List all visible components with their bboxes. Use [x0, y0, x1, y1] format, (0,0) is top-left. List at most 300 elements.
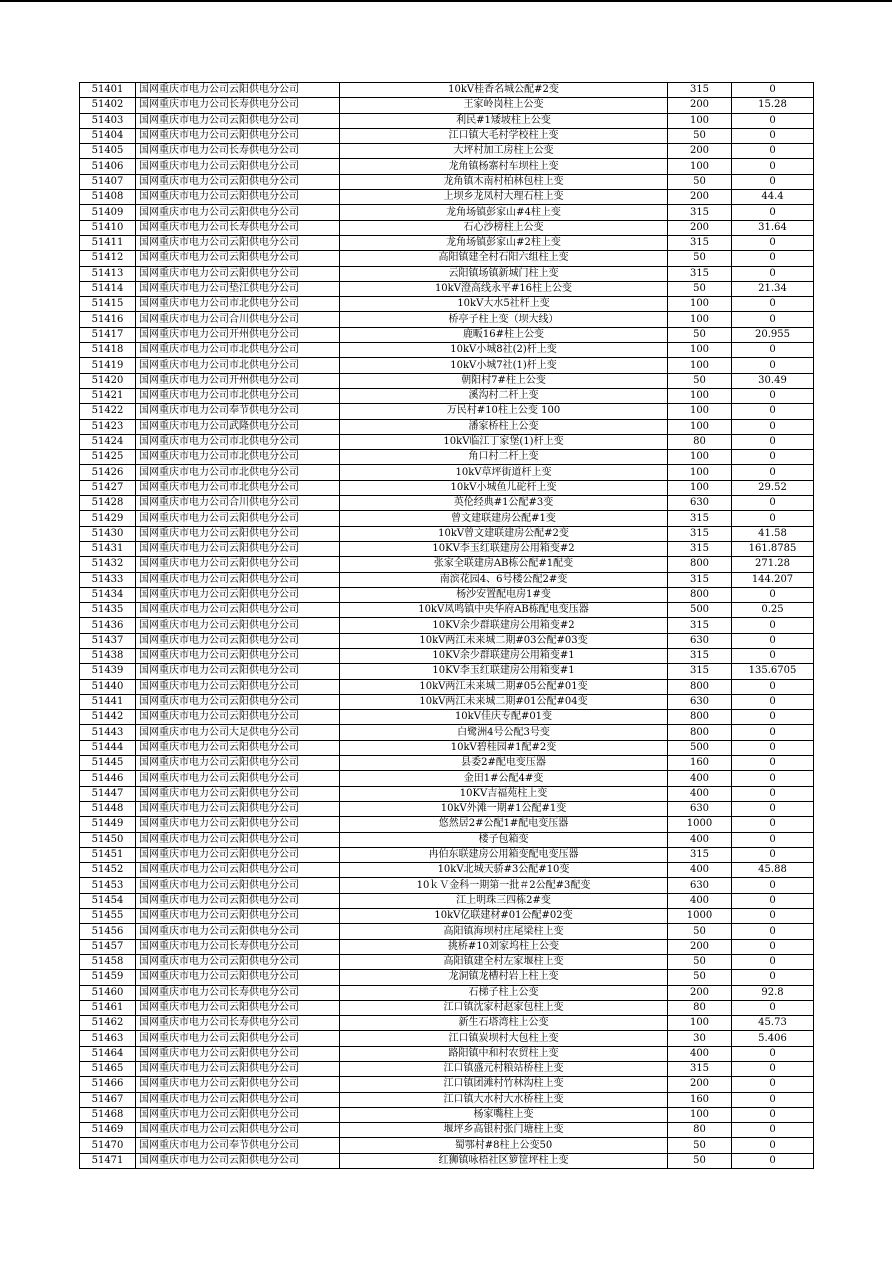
- row-id-cell: 51418: [80, 343, 136, 358]
- table-row: [80, 679, 814, 694]
- value-cell: 0: [732, 1153, 814, 1168]
- value-cell: 0: [732, 924, 814, 939]
- company-cell: 国网重庆市电力公司云阳供电分公司: [136, 174, 340, 189]
- transformer-name-cell: 10KV吉福苑柱上变: [340, 786, 668, 801]
- value-cell: 0: [732, 419, 814, 434]
- row-id-cell: 51470: [80, 1138, 136, 1153]
- table-row: [80, 1138, 814, 1153]
- value-cell: 0: [732, 725, 814, 740]
- table-row: [80, 113, 814, 128]
- company-cell: 国网重庆市电力公司云阳供电分公司: [136, 266, 340, 281]
- row-id-cell: 51466: [80, 1077, 136, 1092]
- capacity-cell: 800: [668, 587, 732, 602]
- row-id-cell: 51457: [80, 939, 136, 954]
- transformer-name-cell: 江口镇大水村大水桥柱上变: [340, 1092, 668, 1107]
- company-cell: 国网重庆市电力公司长寿供电分公司: [136, 98, 340, 113]
- capacity-cell: 100: [668, 404, 732, 419]
- transformer-name-cell: 高阳镇建全村石阳六组柱上变: [340, 251, 668, 266]
- row-id-cell: 51452: [80, 863, 136, 878]
- transformer-name-cell: 县委2#配电变压器: [340, 756, 668, 771]
- value-cell: 0: [732, 633, 814, 648]
- table-row: [80, 1153, 814, 1168]
- company-cell: 国网重庆市电力公司云阳供电分公司: [136, 557, 340, 572]
- company-cell: 国网重庆市电力公司云阳供电分公司: [136, 128, 340, 143]
- company-cell: 国网重庆市电力公司云阳供电分公司: [136, 1153, 340, 1168]
- capacity-cell: 50: [668, 970, 732, 985]
- company-cell: 国网重庆市电力公司云阳供电分公司: [136, 740, 340, 755]
- company-cell: 国网重庆市电力公司云阳供电分公司: [136, 633, 340, 648]
- transformer-name-cell: 龙角镇木南村柏林包柱上变: [340, 174, 668, 189]
- table-row: [80, 450, 814, 465]
- table-row: [80, 327, 814, 342]
- capacity-cell: 160: [668, 1092, 732, 1107]
- transformer-name-cell: 10kV两江未来城二期#05公配#01变: [340, 679, 668, 694]
- table-row: [80, 740, 814, 755]
- value-cell: 0: [732, 939, 814, 954]
- company-cell: 国网重庆市电力公司市北供电分公司: [136, 388, 340, 403]
- transformer-name-cell: 10kV碧桂园#1配#2变: [340, 740, 668, 755]
- value-cell: 0.25: [732, 603, 814, 618]
- table-row: [80, 618, 814, 633]
- capacity-cell: 100: [668, 159, 732, 174]
- row-id-cell: 51427: [80, 480, 136, 495]
- company-cell: 国网重庆市电力公司云阳供电分公司: [136, 113, 340, 128]
- company-cell: 国网重庆市电力公司长寿供电分公司: [136, 1016, 340, 1031]
- value-cell: 0: [732, 893, 814, 908]
- value-cell: 31.64: [732, 220, 814, 235]
- transformer-name-cell: 10KV余少群联建房公用箱变#1: [340, 648, 668, 663]
- row-id-cell: 51445: [80, 756, 136, 771]
- table-row: [80, 1046, 814, 1061]
- table-row: [80, 664, 814, 679]
- transformer-name-cell: 江口镇沈家村赵家包柱上变: [340, 1000, 668, 1015]
- value-cell: 0: [732, 343, 814, 358]
- table-row: [80, 434, 814, 449]
- table-row: [80, 419, 814, 434]
- company-cell: 国网重庆市电力公司云阳供电分公司: [136, 618, 340, 633]
- row-id-cell: 51401: [80, 83, 136, 98]
- value-cell: 0: [732, 786, 814, 801]
- transformer-name-cell: 潘家桥柱上公变: [340, 419, 668, 434]
- company-cell: 国网重庆市电力公司市北供电分公司: [136, 480, 340, 495]
- transformer-name-cell: 杨沙安置配电房1#变: [340, 587, 668, 602]
- company-cell: 国网重庆市电力公司垫江供电分公司: [136, 281, 340, 296]
- value-cell: 0: [732, 648, 814, 663]
- capacity-cell: 1000: [668, 909, 732, 924]
- transformer-name-cell: 10kV亿联建材#01公配#02变: [340, 909, 668, 924]
- capacity-cell: 50: [668, 373, 732, 388]
- row-id-cell: 51430: [80, 526, 136, 541]
- row-id-cell: 51469: [80, 1123, 136, 1138]
- row-id-cell: 51453: [80, 878, 136, 893]
- table-row: [80, 587, 814, 602]
- company-cell: 国网重庆市电力公司市北供电分公司: [136, 465, 340, 480]
- value-cell: 0: [732, 465, 814, 480]
- transformer-name-cell: 红狮镇咏梧社区箩筐坪柱上变: [340, 1153, 668, 1168]
- row-id-cell: 51403: [80, 113, 136, 128]
- transformer-name-cell: 10KV李玉红联建房公用箱变#1: [340, 664, 668, 679]
- table-row: [80, 297, 814, 312]
- row-id-cell: 51443: [80, 725, 136, 740]
- transformer-name-cell: 10kV桂香名城公配#2变: [340, 83, 668, 98]
- table-row: [80, 939, 814, 954]
- capacity-cell: 100: [668, 450, 732, 465]
- table-row: [80, 648, 814, 663]
- table-row: [80, 526, 814, 541]
- row-id-cell: 51414: [80, 281, 136, 296]
- transformer-name-cell: 江口镇团滩村竹林沟柱上变: [340, 1077, 668, 1092]
- transformer-name-cell: 堰坪乡高银村张门塘柱上变: [340, 1123, 668, 1138]
- transformer-name-cell: 新生石塔湾柱上公变: [340, 1016, 668, 1031]
- table-row: [80, 465, 814, 480]
- transformer-name-cell: 石梯子柱上公变: [340, 985, 668, 1000]
- company-cell: 国网重庆市电力公司云阳供电分公司: [136, 587, 340, 602]
- company-cell: 国网重庆市电力公司长寿供电分公司: [136, 144, 340, 159]
- capacity-cell: 200: [668, 1077, 732, 1092]
- page-top-rule: [0, 0, 892, 2]
- row-id-cell: 51428: [80, 496, 136, 511]
- table-row: [80, 388, 814, 403]
- transformer-name-cell: 白鹭洲4号公配3号变: [340, 725, 668, 740]
- capacity-cell: 50: [668, 281, 732, 296]
- row-id-cell: 51409: [80, 205, 136, 220]
- row-id-cell: 51417: [80, 327, 136, 342]
- table-row: [80, 281, 814, 296]
- value-cell: 0: [732, 113, 814, 128]
- value-cell: 0: [732, 496, 814, 511]
- table-row: [80, 541, 814, 556]
- value-cell: 92.8: [732, 985, 814, 1000]
- company-cell: 国网重庆市电力公司云阳供电分公司: [136, 1107, 340, 1122]
- transformer-name-cell: 10kV两江未来城二期#03公配#03变: [340, 633, 668, 648]
- table-row: [80, 511, 814, 526]
- capacity-cell: 100: [668, 297, 732, 312]
- row-id-cell: 51402: [80, 98, 136, 113]
- transformer-name-cell: 金田1#公配4#变: [340, 771, 668, 786]
- transformer-name-cell: 10kV大水5社杆上变: [340, 297, 668, 312]
- transformer-name-cell: 10kV小城鱼儿砣杆上变: [340, 480, 668, 495]
- value-cell: 15.28: [732, 98, 814, 113]
- table-row: [80, 266, 814, 281]
- table-row: [80, 557, 814, 572]
- row-id-cell: 51444: [80, 740, 136, 755]
- row-id-cell: 51446: [80, 771, 136, 786]
- company-cell: 国网重庆市电力公司云阳供电分公司: [136, 1062, 340, 1077]
- company-cell: 国网重庆市电力公司云阳供电分公司: [136, 817, 340, 832]
- transformer-name-cell: 10KV李玉红联建房公用箱变#2: [340, 541, 668, 556]
- company-cell: 国网重庆市电力公司长寿供电分公司: [136, 220, 340, 235]
- transformer-name-cell: 南滨花园4、6号楼公配2#变: [340, 572, 668, 587]
- table-row: [80, 924, 814, 939]
- table-row: [80, 358, 814, 373]
- row-id-cell: 51461: [80, 1000, 136, 1015]
- company-cell: 国网重庆市电力公司云阳供电分公司: [136, 541, 340, 556]
- value-cell: 0: [732, 1046, 814, 1061]
- value-cell: 0: [732, 817, 814, 832]
- company-cell: 国网重庆市电力公司云阳供电分公司: [136, 648, 340, 663]
- transformer-name-cell: 路阳镇中和村农贸柱上变: [340, 1046, 668, 1061]
- value-cell: 0: [732, 388, 814, 403]
- transformer-name-cell: 张家全联建房AB栋公配#1配变: [340, 557, 668, 572]
- transformer-name-cell: 桥亭子柱上变（坝大线）: [340, 312, 668, 327]
- row-id-cell: 51423: [80, 419, 136, 434]
- row-id-cell: 51424: [80, 434, 136, 449]
- row-id-cell: 51412: [80, 251, 136, 266]
- row-id-cell: 51426: [80, 465, 136, 480]
- value-cell: 0: [732, 1092, 814, 1107]
- value-cell: 271.28: [732, 557, 814, 572]
- company-cell: 国网重庆市电力公司云阳供电分公司: [136, 801, 340, 816]
- company-cell: 国网重庆市电力公司开州供电分公司: [136, 373, 340, 388]
- company-cell: 国网重庆市电力公司云阳供电分公司: [136, 526, 340, 541]
- transformer-name-cell: 江上明珠三四栋2#变: [340, 893, 668, 908]
- value-cell: 0: [732, 358, 814, 373]
- transformer-name-cell: 江口镇炭坝村大包柱上变: [340, 1031, 668, 1046]
- table-row: [80, 1092, 814, 1107]
- transformer-name-cell: 10kV临江丁家堡(1)杆上变: [340, 434, 668, 449]
- company-cell: 国网重庆市电力公司云阳供电分公司: [136, 1000, 340, 1015]
- table-row: [80, 817, 814, 832]
- transformer-name-cell: 角口村二杆上变: [340, 450, 668, 465]
- value-cell: 0: [732, 694, 814, 709]
- row-id-cell: 51408: [80, 190, 136, 205]
- table-row: [80, 954, 814, 969]
- capacity-cell: 100: [668, 419, 732, 434]
- value-cell: 0: [732, 174, 814, 189]
- table-row: [80, 725, 814, 740]
- row-id-cell: 51456: [80, 924, 136, 939]
- value-cell: 0: [732, 740, 814, 755]
- capacity-cell: 315: [668, 648, 732, 663]
- capacity-cell: 400: [668, 832, 732, 847]
- value-cell: 0: [732, 1077, 814, 1092]
- value-cell: 0: [732, 847, 814, 862]
- company-cell: 国网重庆市电力公司长寿供电分公司: [136, 985, 340, 1000]
- value-cell: 0: [732, 710, 814, 725]
- company-cell: 国网重庆市电力公司云阳供电分公司: [136, 679, 340, 694]
- transformer-name-cell: 悠然居2#公配1#配电变压器: [340, 817, 668, 832]
- capacity-cell: 50: [668, 251, 732, 266]
- value-cell: 0: [732, 511, 814, 526]
- value-cell: 0: [732, 434, 814, 449]
- capacity-cell: 200: [668, 220, 732, 235]
- company-cell: 国网重庆市电力公司云阳供电分公司: [136, 603, 340, 618]
- row-id-cell: 51406: [80, 159, 136, 174]
- transformer-name-cell: 10kV佳庆专配#01变: [340, 710, 668, 725]
- capacity-cell: 400: [668, 786, 732, 801]
- transformer-name-cell: 10kV凤鸣镇中央华府AB栋配电变压器: [340, 603, 668, 618]
- table-row: [80, 98, 814, 113]
- row-id-cell: 51422: [80, 404, 136, 419]
- row-id-cell: 51413: [80, 266, 136, 281]
- company-cell: 国网重庆市电力公司市北供电分公司: [136, 450, 340, 465]
- transformer-name-cell: 蜀鄂村#8柱上公变50: [340, 1138, 668, 1153]
- transformer-name-cell: 10kV外滩一期#1公配#1变: [340, 801, 668, 816]
- value-cell: 0: [732, 909, 814, 924]
- company-cell: 国网重庆市电力公司云阳供电分公司: [136, 954, 340, 969]
- row-id-cell: 51438: [80, 648, 136, 663]
- value-cell: 41.58: [732, 526, 814, 541]
- table-row: [80, 786, 814, 801]
- value-cell: 0: [732, 878, 814, 893]
- company-cell: 国网重庆市电力公司云阳供电分公司: [136, 756, 340, 771]
- value-cell: 21.34: [732, 281, 814, 296]
- table-row: [80, 159, 814, 174]
- company-cell: 国网重庆市电力公司市北供电分公司: [136, 343, 340, 358]
- value-cell: 20.955: [732, 327, 814, 342]
- transformer-name-cell: 10kV小城8社(2)杆上变: [340, 343, 668, 358]
- value-cell: 30.49: [732, 373, 814, 388]
- row-id-cell: 51415: [80, 297, 136, 312]
- transformer-name-cell: 曾文建联建房公配#1变: [340, 511, 668, 526]
- capacity-cell: 30: [668, 1031, 732, 1046]
- row-id-cell: 51440: [80, 679, 136, 694]
- company-cell: 国网重庆市电力公司奉节供电分公司: [136, 1138, 340, 1153]
- company-cell: 国网重庆市电力公司云阳供电分公司: [136, 235, 340, 250]
- transformer-name-cell: 冉伯东联建房公用箱变配电变压器: [340, 847, 668, 862]
- row-id-cell: 51429: [80, 511, 136, 526]
- transformer-name-cell: 10KV余少群联建房公用箱变#2: [340, 618, 668, 633]
- row-id-cell: 51467: [80, 1092, 136, 1107]
- capacity-cell: 80: [668, 1123, 732, 1138]
- row-id-cell: 51435: [80, 603, 136, 618]
- table-row: [80, 1077, 814, 1092]
- company-cell: 国网重庆市电力公司开州供电分公司: [136, 327, 340, 342]
- capacity-cell: 1000: [668, 817, 732, 832]
- transformer-name-cell: 10kV两江未来城二期#01公配#04变: [340, 694, 668, 709]
- table-row: [80, 1107, 814, 1122]
- capacity-cell: 80: [668, 1000, 732, 1015]
- capacity-cell: 50: [668, 174, 732, 189]
- row-id-cell: 51454: [80, 893, 136, 908]
- row-id-cell: 51448: [80, 801, 136, 816]
- table-row: [80, 144, 814, 159]
- transformer-name-cell: 挑桥#10刘家坞柱上公变: [340, 939, 668, 954]
- capacity-cell: 400: [668, 1046, 732, 1061]
- capacity-cell: 100: [668, 388, 732, 403]
- row-id-cell: 51405: [80, 144, 136, 159]
- table-row: [80, 480, 814, 495]
- company-cell: 国网重庆市电力公司合川供电分公司: [136, 312, 340, 327]
- transformer-table: [79, 82, 814, 1169]
- row-id-cell: 51450: [80, 832, 136, 847]
- table-row: [80, 863, 814, 878]
- transformer-name-cell: 上坝乡龙凤村大理石柱上变: [340, 190, 668, 205]
- table-row: [80, 1123, 814, 1138]
- row-id-cell: 51431: [80, 541, 136, 556]
- value-cell: 0: [732, 801, 814, 816]
- table-row: [80, 694, 814, 709]
- value-cell: 0: [732, 587, 814, 602]
- transformer-name-cell: 龙角场镇彭家山#4柱上变: [340, 205, 668, 220]
- transformer-name-cell: 英伦经典#1公配#3变: [340, 496, 668, 511]
- table-row: [80, 603, 814, 618]
- row-id-cell: 51434: [80, 587, 136, 602]
- row-id-cell: 51420: [80, 373, 136, 388]
- capacity-cell: 315: [668, 847, 732, 862]
- company-cell: 国网重庆市电力公司大足供电分公司: [136, 725, 340, 740]
- capacity-cell: 630: [668, 878, 732, 893]
- transformer-name-cell: 10ｋＶ金科一期第一批＃2公配#3配变: [340, 878, 668, 893]
- company-cell: 国网重庆市电力公司云阳供电分公司: [136, 83, 340, 98]
- company-cell: 国网重庆市电力公司云阳供电分公司: [136, 847, 340, 862]
- value-cell: 0: [732, 1000, 814, 1015]
- table-row: [80, 710, 814, 725]
- capacity-cell: 315: [668, 1062, 732, 1077]
- value-cell: 0: [732, 312, 814, 327]
- table-row: [80, 190, 814, 205]
- capacity-cell: 50: [668, 1153, 732, 1168]
- capacity-cell: 630: [668, 496, 732, 511]
- capacity-cell: 315: [668, 511, 732, 526]
- row-id-cell: 51432: [80, 557, 136, 572]
- row-id-cell: 51421: [80, 388, 136, 403]
- row-id-cell: 51471: [80, 1153, 136, 1168]
- value-cell: 135.6705: [732, 664, 814, 679]
- value-cell: 0: [732, 251, 814, 266]
- row-id-cell: 51439: [80, 664, 136, 679]
- capacity-cell: 50: [668, 954, 732, 969]
- company-cell: 国网重庆市电力公司长寿供电分公司: [136, 939, 340, 954]
- value-cell: 0: [732, 832, 814, 847]
- capacity-cell: 800: [668, 557, 732, 572]
- table-row: [80, 1016, 814, 1031]
- company-cell: 国网重庆市电力公司云阳供电分公司: [136, 572, 340, 587]
- company-cell: 国网重庆市电力公司云阳供电分公司: [136, 251, 340, 266]
- table-row: [80, 832, 814, 847]
- company-cell: 国网重庆市电力公司云阳供电分公司: [136, 909, 340, 924]
- value-cell: 5.406: [732, 1031, 814, 1046]
- capacity-cell: 800: [668, 725, 732, 740]
- value-cell: 0: [732, 297, 814, 312]
- capacity-cell: 400: [668, 771, 732, 786]
- company-cell: 国网重庆市电力公司云阳供电分公司: [136, 694, 340, 709]
- capacity-cell: 100: [668, 1016, 732, 1031]
- table-row: [80, 235, 814, 250]
- company-cell: 国网重庆市电力公司市北供电分公司: [136, 358, 340, 373]
- value-cell: 29.52: [732, 480, 814, 495]
- capacity-cell: 315: [668, 235, 732, 250]
- table-row: [80, 312, 814, 327]
- value-cell: 0: [732, 771, 814, 786]
- company-cell: 国网重庆市电力公司云阳供电分公司: [136, 190, 340, 205]
- company-cell: 国网重庆市电力公司云阳供电分公司: [136, 1123, 340, 1138]
- company-cell: 国网重庆市电力公司云阳供电分公司: [136, 786, 340, 801]
- capacity-cell: 200: [668, 98, 732, 113]
- table-row: [80, 985, 814, 1000]
- capacity-cell: 100: [668, 312, 732, 327]
- capacity-cell: 100: [668, 1107, 732, 1122]
- company-cell: 国网重庆市电力公司市北供电分公司: [136, 297, 340, 312]
- capacity-cell: 800: [668, 710, 732, 725]
- row-id-cell: 51411: [80, 235, 136, 250]
- row-id-cell: 51451: [80, 847, 136, 862]
- table-row: [80, 83, 814, 98]
- capacity-cell: 630: [668, 694, 732, 709]
- value-cell: 0: [732, 266, 814, 281]
- capacity-cell: 200: [668, 190, 732, 205]
- capacity-cell: 50: [668, 327, 732, 342]
- table-row: [80, 128, 814, 143]
- transformer-name-cell: 江口镇大毛村学校柱上变: [340, 128, 668, 143]
- transformer-name-cell: 龙角场镇彭家山#2柱上变: [340, 235, 668, 250]
- row-id-cell: 51416: [80, 312, 136, 327]
- value-cell: 45.88: [732, 863, 814, 878]
- table-row: [80, 970, 814, 985]
- value-cell: 0: [732, 128, 814, 143]
- row-id-cell: 51404: [80, 128, 136, 143]
- transformer-name-cell: 朝阳村7#柱上公变: [340, 373, 668, 388]
